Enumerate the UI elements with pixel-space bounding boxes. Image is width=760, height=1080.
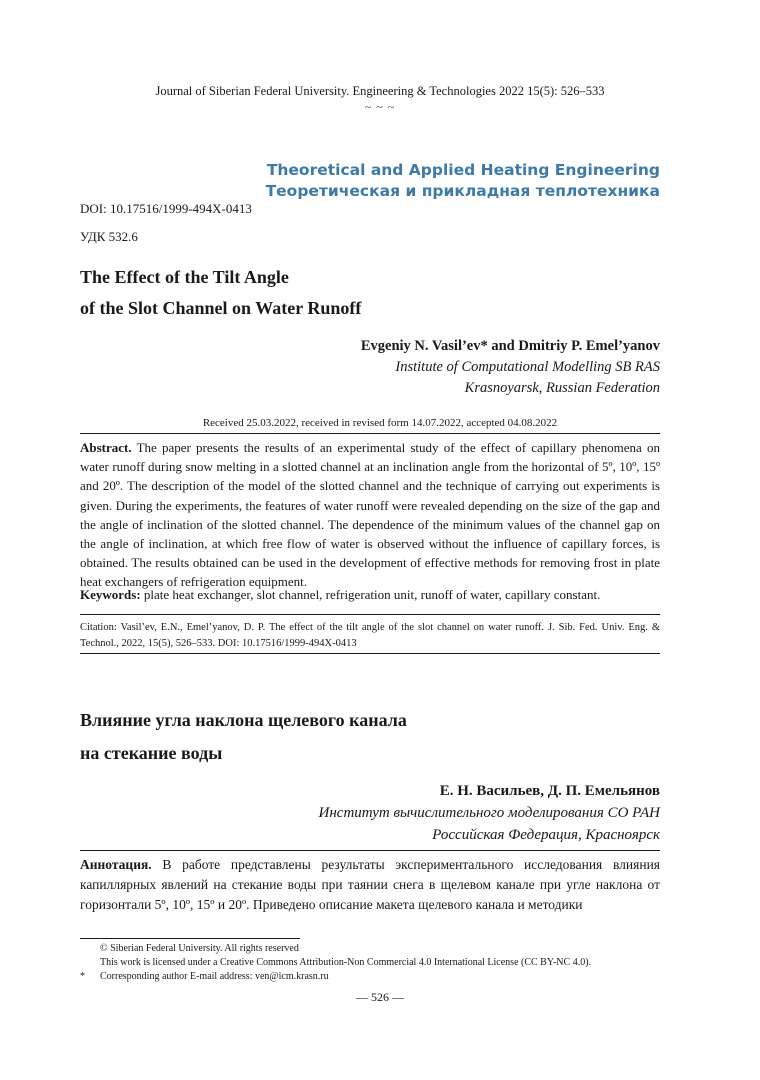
footnote-corresponding xyxy=(80,970,670,984)
authors-ru xyxy=(319,780,660,846)
footnote-copyright xyxy=(80,942,670,956)
annotation-top-rule xyxy=(80,850,660,851)
abstract xyxy=(80,438,660,592)
section-heading-ru: Теоретическая и прикладная теплотехника xyxy=(265,182,660,200)
footnote-license-text: This work is licensed under a Creative Commons Attribution-Non Commercial 4.0 International License (CC BY-NC 4.0). xyxy=(100,957,592,968)
annotation-ru xyxy=(80,855,660,915)
header-ornament: ~ ~ ~ xyxy=(364,100,396,114)
location-ru: Российская Федерация, Красноярск xyxy=(432,827,660,843)
author-names-en: Evgeniy N. Vasil’ev* and Dmitriy P. Emel’yanov xyxy=(360,338,660,354)
author-names-ru: Е. Н. Васильев, Д. П. Емельянов xyxy=(439,783,660,799)
footnote-license xyxy=(80,956,670,970)
udk: УДК 532.6 xyxy=(80,229,138,244)
keywords-label: Keywords: xyxy=(80,587,141,602)
citation-top-rule xyxy=(80,614,660,615)
footnote-corresponding-text: Corresponding author E-mail address: ven@icm.krasn.ru xyxy=(100,971,329,982)
citation: Citation: Vasil’ev, E.N., Emel’yanov, D. P. The effect of the tilt angle of the slot channel on water runoff. J. Sib. Fed. Univ. Eng. & Technol., 2022, 15(5), 526–533. DOI: 10.17516/1999-494X-0413 xyxy=(80,622,660,649)
annotation-text: В работе представлены результаты экспериментального исследования влияния капиллярных явлений на стекание воды при таянии снега в щелевом канале при угле наклона от горизонтали 5º, 10º, 15º и 20º. Приведено описание макета щелевого канала и методики xyxy=(80,857,661,912)
section-heading xyxy=(266,160,660,202)
footnote-rule xyxy=(80,938,300,939)
journal-header: Journal of Siberian Federal University. Engineering & Technologies 2022 15(5): 526–533 xyxy=(155,84,605,98)
article-title-ru xyxy=(80,704,407,770)
citation-bottom-rule xyxy=(80,653,660,654)
page-number: — 526 — xyxy=(356,990,404,1004)
abstract-label: Abstract. xyxy=(80,440,132,455)
title-en-line-1: The Effect of the Tilt Angle xyxy=(80,267,289,287)
article-title-en xyxy=(80,262,361,324)
keywords xyxy=(80,585,660,604)
doi: DOI: 10.17516/1999-494X-0413 xyxy=(80,201,252,216)
received-dates: Received 25.03.2022, received in revised form 14.07.2022, accepted 04.08.2022 xyxy=(202,417,558,429)
keywords-text: plate heat exchanger, slot channel, refrigeration unit, runoff of water, capillary constant. xyxy=(143,587,601,602)
footnote-copyright-text: © Siberian Federal University. All rights reserved xyxy=(100,943,299,954)
title-ru-line-1: Влияние угла наклона щелевого канала xyxy=(80,710,407,730)
footnotes xyxy=(80,942,670,984)
affiliation-en: Institute of Computational Modelling SB RAS xyxy=(395,359,660,375)
title-en-line-2: of the Slot Channel on Water Runoff xyxy=(80,298,362,318)
authors-en xyxy=(361,336,660,399)
title-ru-line-2: на стекание воды xyxy=(80,743,223,763)
abstract-top-rule xyxy=(80,433,660,434)
annotation-label: Аннотация. xyxy=(80,857,152,872)
location-en: Krasnoyarsk, Russian Federation xyxy=(464,380,660,396)
section-heading-en: Theoretical and Applied Heating Engineering xyxy=(266,161,660,179)
footnote-asterisk: * xyxy=(80,971,85,982)
abstract-text: The paper presents the results of an experimental study of the effect of capillary phenomena on water runoff during snow melting in a slotted channel at an inclination angle from the horizontal of 5º, 10º, 15º and 20º. The description of the model of the slotted channel and the technique of carrying out experiments is given. During the experiments, the features of water runoff were revealed depending on the size of the gap and the angle of inclination of the slotted channel. The dependence of the minimum values of the channel gap on the angle of inclination, at which free flow of water is observed without the influence of capillary forces, is obtained. The results obtained can be used in the development of effective methods for removing frost in plate heat exchangers of refrigeration equipment. xyxy=(80,440,660,590)
affiliation-ru: Институт вычислительного моделирования СО РАН xyxy=(318,805,660,821)
